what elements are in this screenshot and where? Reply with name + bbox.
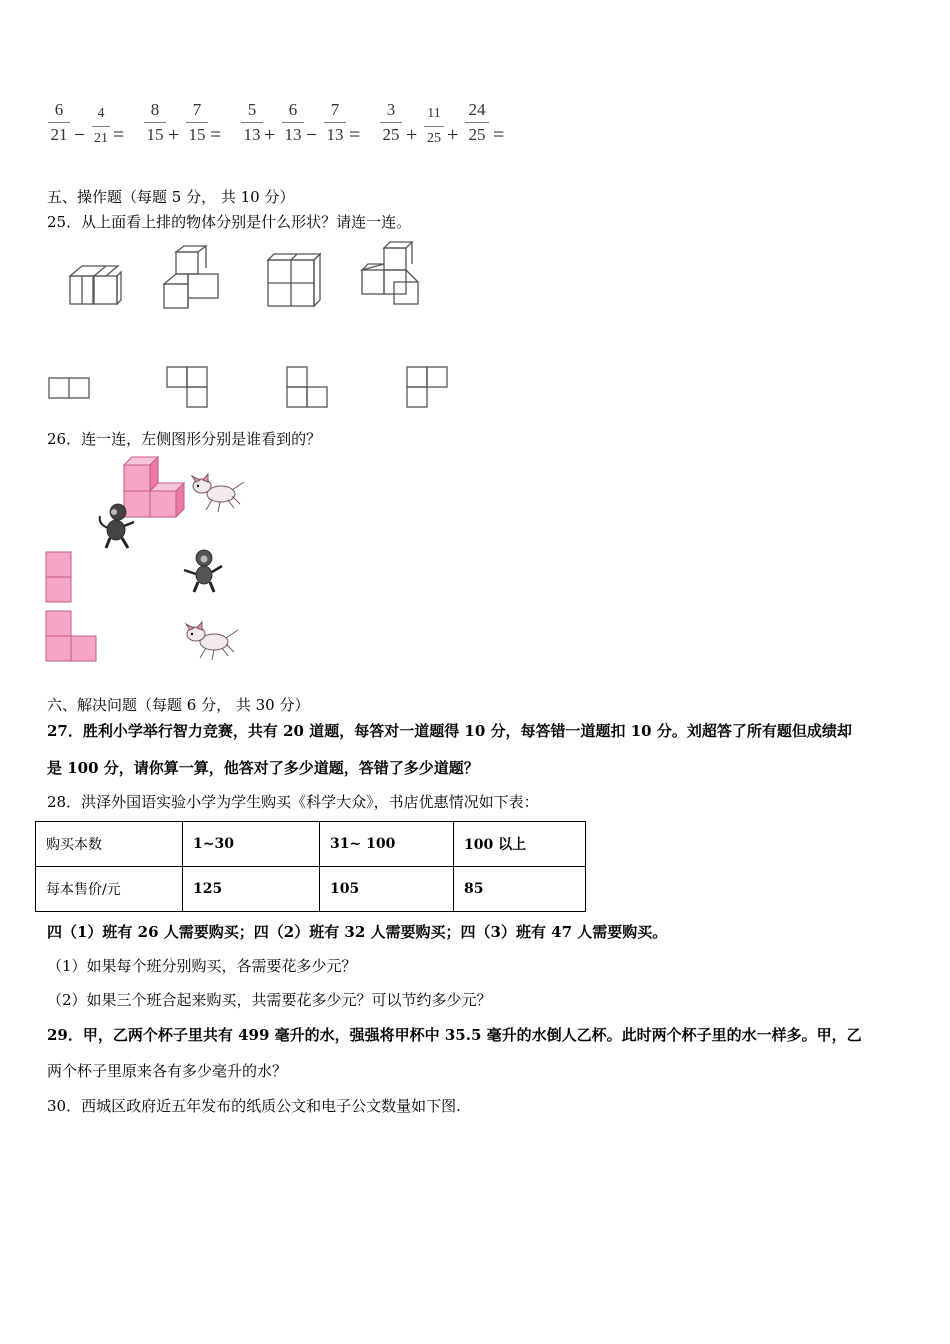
denominator: 13	[326, 125, 344, 144]
fraction	[241, 100, 263, 145]
table-cell: 1~30	[183, 822, 320, 867]
operator: +	[447, 124, 459, 146]
equals-sign: =	[113, 124, 125, 146]
plan-view-2	[166, 366, 210, 410]
fraction	[324, 100, 346, 145]
numerator: 7	[192, 100, 202, 119]
denominator: 21	[94, 131, 108, 146]
denominator: 25	[382, 125, 400, 144]
plan-view-1	[48, 377, 92, 401]
numerator: 3	[386, 100, 396, 119]
operator: −	[306, 124, 318, 146]
block-figure-2	[160, 248, 224, 314]
block-figure-1	[66, 260, 126, 310]
table-cell: 105	[320, 867, 454, 912]
pink-l-shape	[45, 610, 99, 664]
question-27-line1: 27．胜利小学举行智力竞赛，共有 20 道题，每答对一道题得 10 分，每答错一道题扣 10 分。刘超答了所有题但成绩却	[47, 722, 852, 740]
equals-sign: =	[493, 124, 505, 146]
fraction	[380, 100, 402, 145]
denominator: 15	[146, 125, 164, 144]
equals-sign: =	[349, 124, 361, 146]
numerator: 8	[150, 100, 160, 119]
table-cell: 100 以上	[454, 822, 586, 867]
question-28-sub1: （1）如果每个班分别购买，各需要花多少元？	[47, 957, 357, 975]
question-28-sub2: （2）如果三个班合起来购买，共需要花多少元？可以节约多少元？	[47, 991, 492, 1009]
operator: +	[264, 124, 276, 146]
block-figure-3	[264, 252, 324, 310]
question-27-line2: 是 100 分，请你算一算，他答对了多少道题，答错了多少道题？	[47, 759, 479, 777]
numerator: 11	[427, 106, 441, 121]
plan-view-3	[286, 366, 330, 410]
dog-illustration	[182, 620, 242, 662]
denominator: 13	[243, 125, 261, 144]
table-cell: 85	[454, 867, 586, 912]
numerator: 24	[468, 100, 486, 119]
monkey-illustration	[182, 548, 226, 594]
numerator: 6	[54, 100, 64, 119]
fraction	[424, 104, 444, 149]
denominator: 25	[468, 125, 486, 144]
table-cell: 125	[183, 867, 320, 912]
denominator: 15	[188, 125, 206, 144]
equals-sign: =	[210, 124, 222, 146]
denominator: 21	[50, 125, 68, 144]
question-29-line1: 29．甲，乙两个杯子里共有 499 毫升的水，强强将甲杯中 35.5 毫升的水倒人乙杯。此时两个杯子里的水一样多。甲，乙	[47, 1026, 862, 1044]
table-row	[36, 867, 586, 912]
pink-vertical-two-squares	[45, 551, 73, 605]
operator: −	[74, 124, 86, 146]
block-figure-4	[358, 244, 424, 308]
fraction	[465, 100, 489, 145]
table-cell: 31~ 100	[320, 822, 454, 867]
numerator: 5	[247, 100, 257, 119]
fraction	[144, 100, 166, 145]
plan-view-4	[406, 366, 450, 410]
section-title: 五、操作题（每题 5 分， 共 10 分）	[47, 188, 295, 206]
denominator: 25	[427, 131, 441, 146]
question-30: 30．西城区政府近五年发布的纸质公文和电子公文数量如下图.	[47, 1097, 461, 1115]
operator: +	[406, 124, 418, 146]
price-table	[35, 821, 586, 912]
fraction	[92, 104, 110, 149]
fraction	[48, 100, 70, 145]
table-cell: 购买本数	[36, 822, 183, 867]
numerator: 7	[330, 100, 340, 119]
question-28: 28．洪泽外国语实验小学为学生购买《科学大众》，书店优惠情况如下表：	[47, 793, 539, 811]
table-cell: 每本售价/元	[36, 867, 183, 912]
section-title: 六、解决问题（每题 6 分， 共 30 分）	[47, 696, 310, 714]
question-29-line2: 两个杯子里原来各有多少毫升的水？	[47, 1062, 288, 1080]
fraction	[282, 100, 304, 145]
denominator: 13	[284, 125, 302, 144]
numerator: 4	[97, 106, 105, 121]
question-25: 25．从上面看上排的物体分别是什么形状？请连一连。	[47, 213, 412, 231]
fraction	[186, 100, 208, 145]
operator: +	[168, 124, 180, 146]
dog-illustration	[188, 472, 248, 514]
table-row	[36, 822, 586, 867]
monkey-illustration	[94, 502, 138, 550]
numerator: 6	[288, 100, 298, 119]
question-28-info: 四（1）班有 26 人需要购买；四（2）班有 32 人需要购买；四（3）班有 47 人需要购买。	[47, 923, 668, 941]
question-26: 26．连一连，左侧图形分别是谁看到的？	[47, 430, 322, 448]
